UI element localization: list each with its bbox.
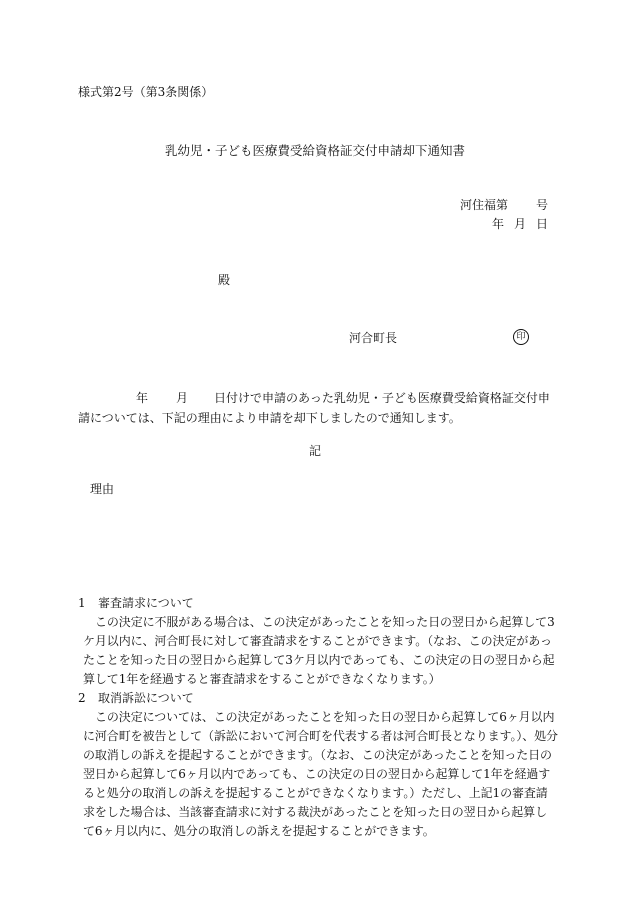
note-body: この決定については、この決定があったことを知った日の翌日から起算して6ヶ月以内に河合町を被告として（訴訟において河合町を代表する者は河合町長となります。）、処分の取消しの訴えを提起することができます。（なお、この決定があったことを知った日の翌日から起算して6ヶ月以内であっても、この決定の日の翌日から起算して1年を経過すると処分の取消しの訴えを提起することができなくなります。）ただし、上記1の審査請求をした場合は、当該審査請求に対する裁決があったことを知った日の翌日から起算して6ヶ月以内に、処分の取消しの訴えを提起することができます。 xyxy=(83,710,558,838)
notes-section xyxy=(78,594,558,841)
date-day: 日 xyxy=(535,217,548,231)
intro-paragraph xyxy=(78,388,558,428)
issuer-name: 河合町長 xyxy=(349,331,398,345)
intro-month: 月 xyxy=(176,391,189,405)
docnum-prefix: 河住福第 xyxy=(459,198,508,212)
seal-mark: 印 xyxy=(513,329,529,345)
note-item xyxy=(78,594,558,689)
issue-date xyxy=(492,216,548,232)
note-item xyxy=(78,689,558,841)
date-month: 月 xyxy=(513,217,526,231)
note-heading xyxy=(78,689,558,708)
note-heading xyxy=(78,594,558,613)
form-label: 様式第2号（第3条関係） xyxy=(78,85,214,99)
ki-heading: 記 xyxy=(308,444,321,458)
document-number xyxy=(460,197,548,213)
reason-label: 理由 xyxy=(90,482,115,496)
note-number: 2 xyxy=(78,691,86,705)
note-title: 審査請求について xyxy=(98,596,194,610)
note-number: 1 xyxy=(78,596,86,610)
addressee: 殿 xyxy=(218,273,231,287)
docnum-suffix: 号 xyxy=(535,198,548,212)
date-year: 年 xyxy=(491,217,504,231)
note-body: この決定に不服がある場合は、この決定があったことを知った日の翌日から起算して3ケ月以内に、河合町長に対して審査請求をすることができます。（なお、この決定があったことを知った日の翌日から起算して3ケ月以内であっても、この決定の日の翌日から起算して1年を経過すると審査請求をすることができなくなります。） xyxy=(83,615,555,686)
document-title: 乳幼児・子ども医療費受給資格証交付申請却下通知書 xyxy=(164,143,465,158)
intro-text: 日付けで申請のあった乳幼児・子ども医療費受給資格証交付申請については、下記の理由により申請を却下しましたので通知します。 xyxy=(78,391,550,425)
note-title: 取消訴訟について xyxy=(98,691,194,705)
intro-year: 年 xyxy=(136,391,149,405)
